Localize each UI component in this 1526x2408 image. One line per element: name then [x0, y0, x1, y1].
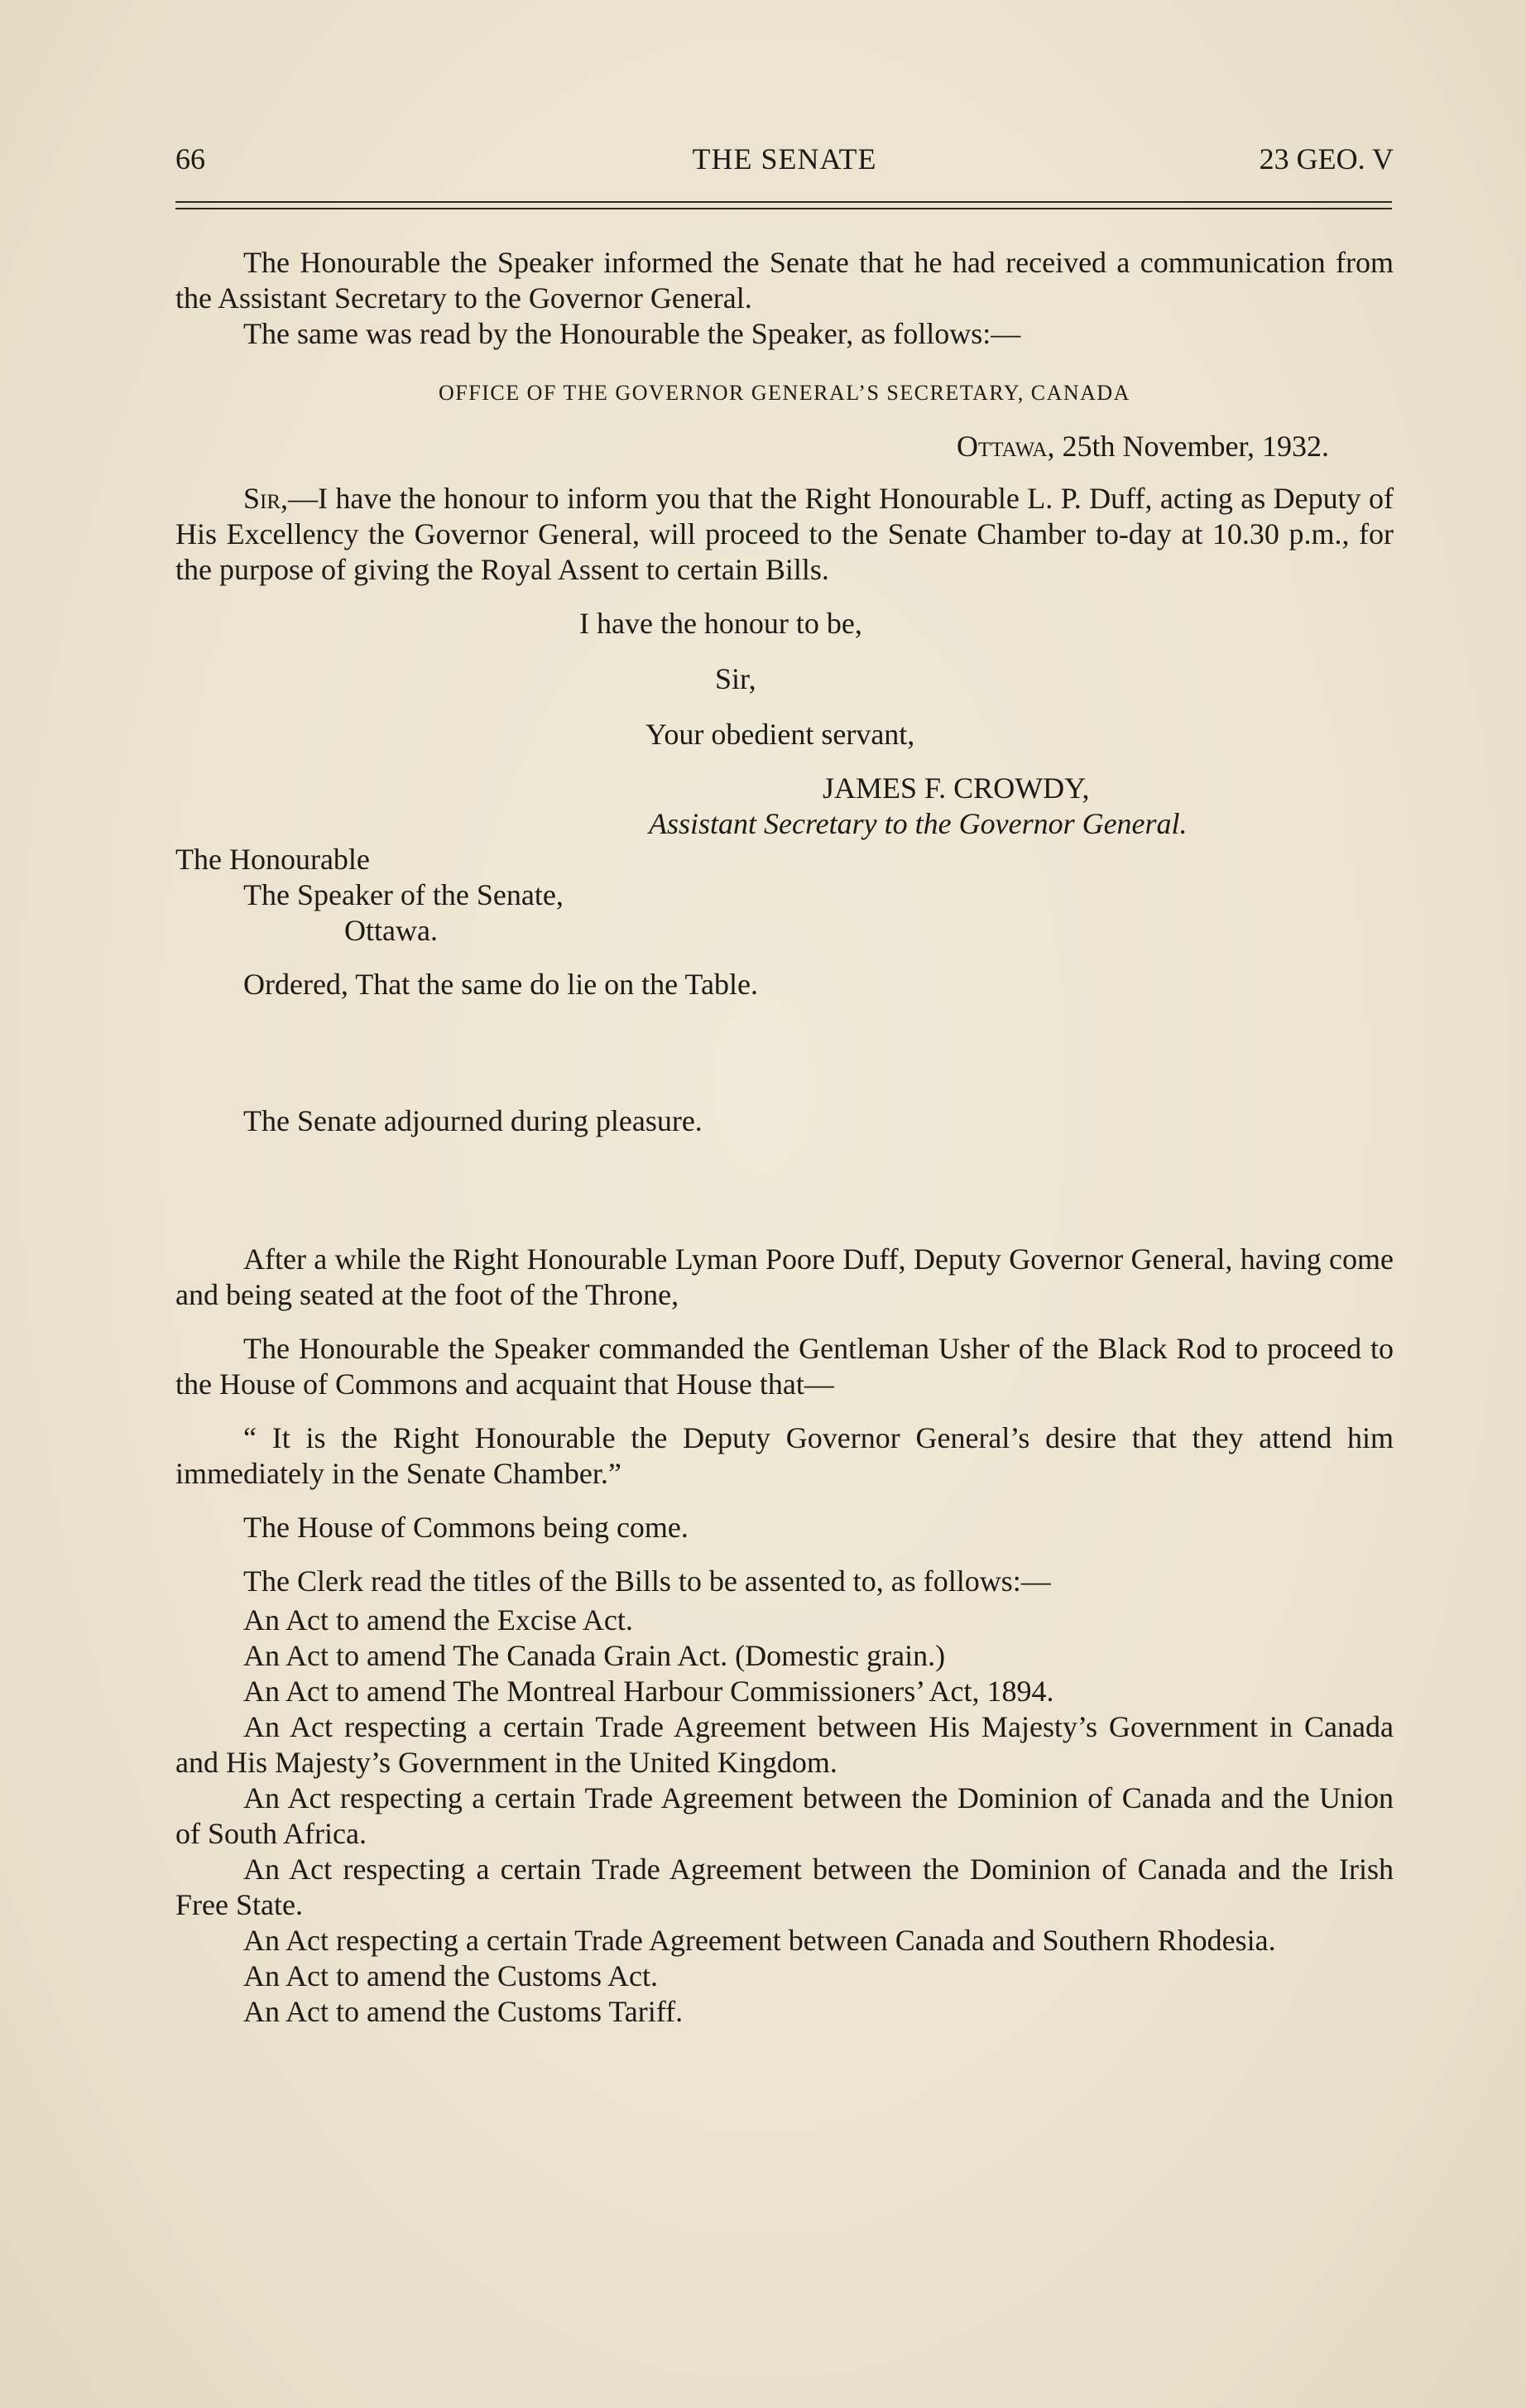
header-rule-bottom [175, 208, 1392, 209]
paragraph-after-while: After a while the Right Honourable Lyman Poore Duff, Deputy Governor General, having come and being seated at the foot of the Throne, [175, 1242, 1394, 1311]
letter-dateline [175, 429, 1394, 464]
paragraph-usher: The Honourable the Speaker commanded the Gentleman Usher of the Black Rod to proceed to the House of Commons and acquaint that House that— [175, 1332, 1394, 1401]
paragraph-commons: The House of Commons being come. [243, 1511, 689, 1544]
header-rule-top [175, 201, 1392, 203]
addressee-line-2: The Speaker of the Senate, [243, 878, 564, 911]
signer-title: Assistant Secretary to the Governor General. [649, 807, 1188, 840]
addressee-line-1: The Honourable [175, 843, 370, 876]
paragraph-ordered: Ordered, That the same do lie on the Table. [243, 968, 758, 1001]
letter-body [175, 481, 1394, 588]
closing-line-2: Sir, [715, 662, 756, 695]
session-label: 23 GEO. V [1259, 142, 1394, 175]
list-item: An Act to amend the Customs Tariff. [243, 1995, 684, 2028]
paragraph-read: The same was read by the Honourable the Speaker, as follows:— [243, 317, 1021, 350]
paragraph-clerk: The Clerk read the titles of the Bills to be assented to, as follows:— [243, 1564, 1051, 1598]
list-item: An Act respecting a certain Trade Agreement between the Dominion of Canada and the Union of South Africa. [175, 1781, 1394, 1850]
list-item: An Act respecting a certain Trade Agreement between Canada and Southern Rhodesia. [243, 1924, 1276, 1957]
signer-name: JAMES F. CROWDY, [823, 771, 1090, 805]
list-item: An Act to amend the Excise Act. [243, 1603, 633, 1637]
paragraph-quote: “ It is the Right Honourable the Deputy Governor General’s desire that they attend him immediately in the Senate Chamber.” [175, 1421, 1394, 1490]
list-item: An Act to amend The Canada Grain Act. (Domestic grain.) [243, 1639, 946, 1672]
dateline-date: 25th November, 1932. [1054, 430, 1329, 463]
closing-line-1: I have the honour to be, [579, 607, 862, 640]
page-title: THE SENATE [692, 142, 877, 175]
bills-list [175, 1603, 1394, 2030]
list-item: An Act to amend the Customs Act. [243, 1959, 658, 1992]
office-heading: OFFICE OF THE GOVERNOR GENERAL’S SECRETARY, CANADA [439, 381, 1130, 405]
paragraph-adjourned: The Senate adjourned during pleasure. [243, 1104, 703, 1137]
list-item: An Act respecting a certain Trade Agreement between His Majesty’s Government in Canada and His Majesty’s Government in the United Kingdom. [175, 1710, 1394, 1779]
letter-text: —I have the honour to inform you that the Right Honourable L. P. Duff, acting as Deputy of His Excellency the Governor General, will proceed to the Senate Chamber to-day at 10.30 p.m., for the purpose of giving the Royal Assent to certain Bills. [175, 482, 1394, 586]
closing-line-3: Your obedient servant, [645, 718, 915, 751]
paragraph-communication: The Honourable the Speaker informed the Senate that he had received a communication from the Assistant Secretary to the Governor General. [175, 246, 1394, 315]
dateline-place: Ottawa, [957, 430, 1055, 463]
list-item: An Act respecting a certain Trade Agreement between the Dominion of Canada and the Irish Free State. [175, 1853, 1394, 1921]
page-number: 66 [175, 142, 205, 175]
addressee-line-3: Ottawa. [344, 914, 438, 947]
page-body [175, 245, 1394, 2030]
list-item: An Act to amend The Montreal Harbour Commissioners’ Act, 1894. [243, 1675, 1054, 1708]
letter-salutation: Sir, [243, 482, 289, 515]
